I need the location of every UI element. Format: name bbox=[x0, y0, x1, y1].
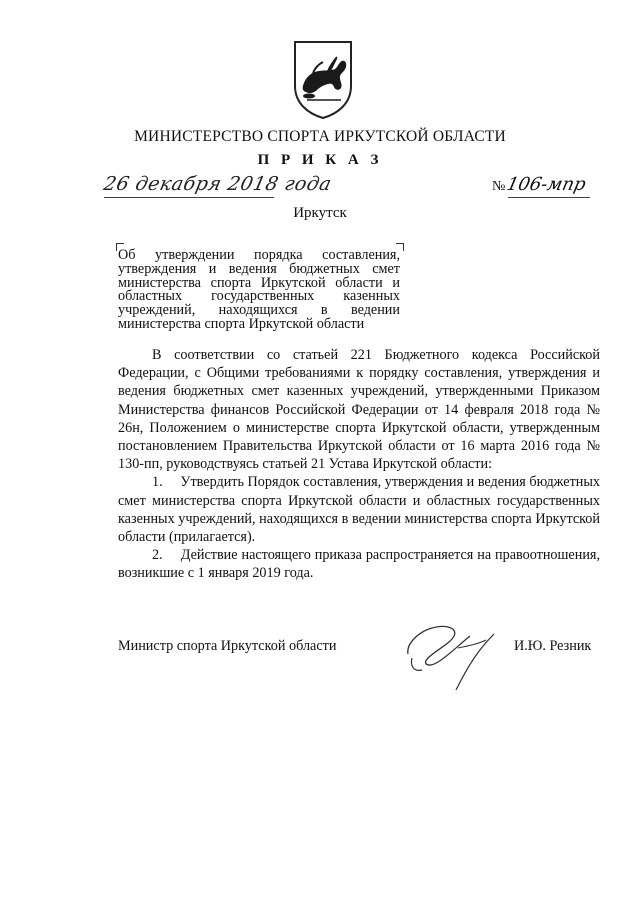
coat-of-arms-icon bbox=[291, 40, 355, 120]
order-item-1: 1. Утвердить Порядок составления, утверждения и ведения бюджетных смет министерства спорта Иркутской области и областных государственных казенных учреждений, находящихся в ведении министерства спорта Иркутской области (прилагается). bbox=[118, 474, 600, 546]
order-number-handwritten: 106-мпр bbox=[505, 174, 589, 195]
number-underline bbox=[508, 197, 590, 198]
order-subject bbox=[118, 249, 400, 332]
subject-line: министерства спорта Иркутской области и bbox=[118, 274, 400, 291]
ministry-title: МИНИСТЕРСТВО СПОРТА ИРКУТСКОЙ ОБЛАСТИ bbox=[134, 128, 506, 145]
order-date-handwritten: 26 декабря 2018 года bbox=[101, 173, 334, 195]
subject-line: Об утверждении порядка составления, bbox=[118, 247, 400, 263]
subject-line: учреждений, находящихся в ведении bbox=[118, 302, 400, 319]
number-sign: № bbox=[492, 179, 506, 194]
subject-line: областных государственных казенных bbox=[118, 288, 400, 305]
preamble-paragraph: В соответствии со статьей 221 Бюджетного кодекса Российской Федерации, с Общими требованиями к порядку составления, утверждения и ведения бюджетных смет казенных учреждений, утвержденными Приказом Министерства финансов Российской Федерации от 14 февраля 2018 года № 26н, Положением о министерстве спорта Иркутской области, утвержденным постановлением Правительства Иркутской области от 16 марта 2016 года № 130-пп, руководствуясь статьей 21 Устава Иркутской области: bbox=[118, 347, 600, 473]
date-underline bbox=[104, 197, 274, 198]
document-type-title: П Р И К А З bbox=[257, 152, 383, 168]
signatory-title: Министр спорта Иркутской области bbox=[118, 638, 337, 654]
order-number bbox=[492, 174, 589, 195]
signatory-name: И.Ю. Резник bbox=[514, 638, 592, 654]
city-name: Иркутск bbox=[293, 205, 347, 221]
order-body bbox=[118, 346, 600, 583]
handwritten-signature-icon bbox=[398, 614, 528, 694]
order-item-2: 2. Действие настоящего приказа распространяется на правоотношения, возникшие с 1 января 2019 года. bbox=[118, 547, 600, 582]
subject-line: министерства спорта Иркутской области bbox=[118, 315, 365, 332]
subject-line: утверждения и ведения бюджетных смет bbox=[118, 260, 400, 277]
